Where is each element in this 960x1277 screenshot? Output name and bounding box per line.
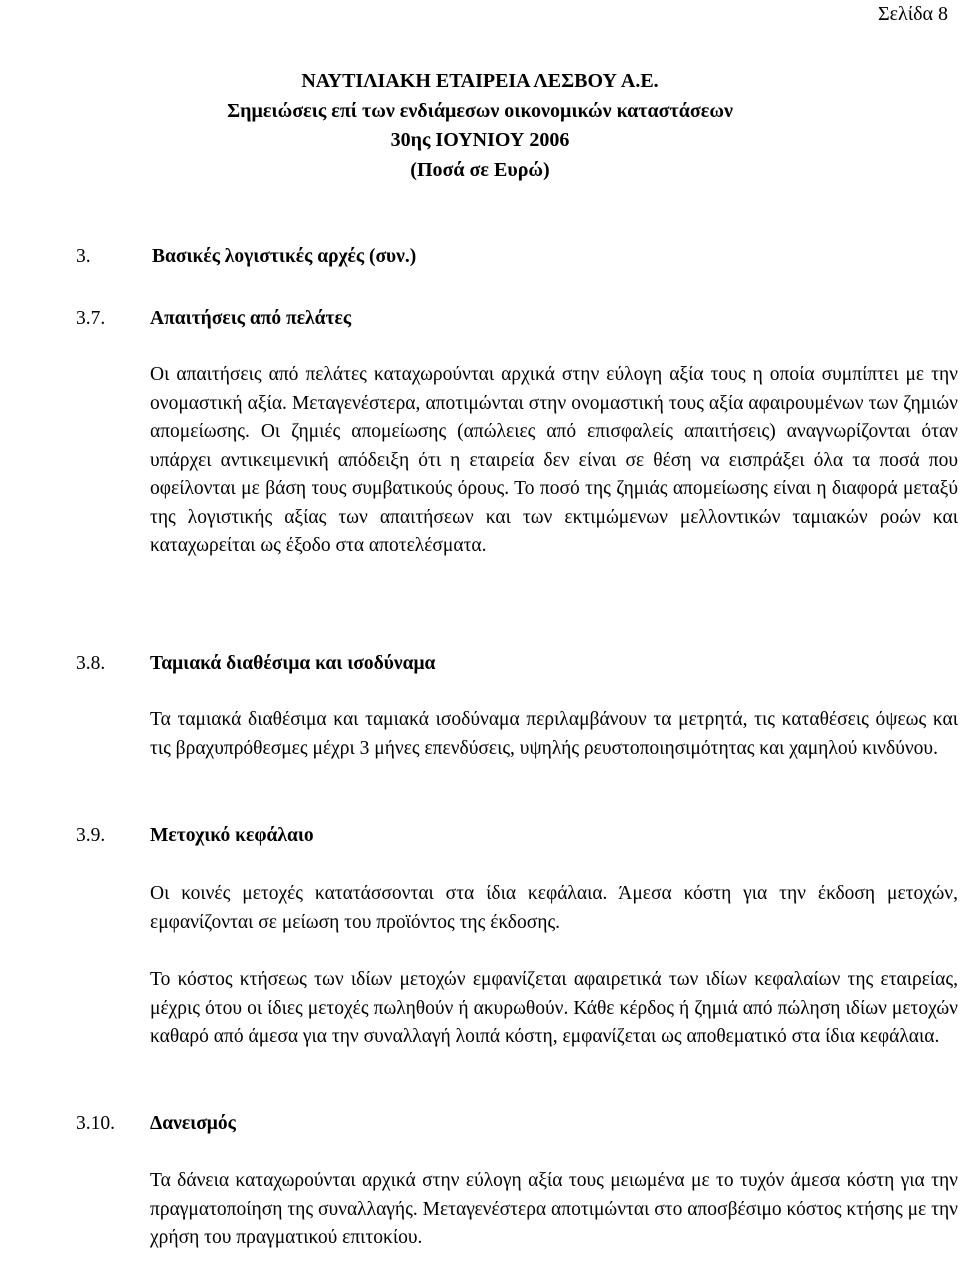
document-header	[0, 67, 960, 185]
section-number: 3.	[76, 246, 91, 267]
paragraph-cash: Τα ταμιακά διαθέσιμα και ταμιακά ισοδύναμα περιλαμβάνουν τα μετρητά, τις καταθέσεις όψεως και τις βραχυπρόθεσμες μέχρι 3 μήνες επενδύσεις, υψηλής ρευστοποιησιμότητας και χαμηλού κινδύνου.	[150, 709, 958, 759]
subsection-number: 3.8.	[76, 653, 106, 674]
document-subtitle: Σημειώσεις επί των ενδιάμεσων οικονομικών καταστάσεων	[227, 99, 733, 122]
subsection-title: Μετοχικό κεφάλαιο	[150, 825, 314, 846]
document-date: 30ης ΙΟΥΝΙΟΥ 2006	[390, 129, 570, 151]
section-title: Βασικές λογιστικές αρχές (συν.)	[152, 246, 417, 267]
paragraph-share-capital-2: Το κόστος κτήσεως των ιδίων μετοχών εμφανίζεται αφαιρετικά των ιδίων κεφαλαίων της εταιρείας, μέχρις ότου οι ίδιες μετοχές πωληθούν ή ακυρωθούν. Κάθε κέρδος ή ζημιά από πώληση ιδίων μετοχών καθαρό από άμεσα για την συναλλαγή λοιπά κόστη, εμφανίζεται ως αποθεματικό στα ίδια κεφάλαια.	[150, 969, 958, 1047]
subsection-number: 3.9.	[76, 825, 106, 846]
page-number: Σελίδα 8	[877, 3, 948, 25]
section-heading	[76, 243, 416, 272]
subsection-number: 3.7.	[76, 308, 106, 329]
paragraph-receivables: Οι απαιτήσεις από πελάτες καταχωρούνται αρχικά στην εύλογη αξία τους η οποία συμπίπτει με την ονομαστική αξία. Μεταγενέστερα, αποτιμώνται στην ονομαστική τους αξία αφαιρουμένων των ζημιών απομείωσης. Οι ζημιές απομείωσης (απώλειες από επισφαλείς απαιτήσεις) αναγνωρίζονται όταν υπάρχει αντικειμενική απόδειξη ότι η εταιρεία δεν είναι σε θέση να εισπράξει όλα τα ποσά που οφείλονται με βάση τους συμβατικούς όρους. Το ποσό της ζημιάς απομείωσης είναι η διαφορά μεταξύ της λογιστικής αξίας των απαιτήσεων και των εκτιμώμενων μελλοντικών ταμιακών ροών και καταχωρείται ως έξοδο στα αποτελέσματα.	[150, 364, 958, 556]
subsection-title: Δανεισμός	[150, 1113, 236, 1134]
company-name: ΝΑΥΤΙΛΙΑΚΗ ΕΤΑΙΡΕΙΑ ΛΕΣΒΟΥ Α.Ε.	[301, 70, 659, 92]
subsection-title: Ταμιακά διαθέσιμα και ισοδύναμα	[150, 653, 436, 674]
paragraph-share-capital-1: Οι κοινές μετοχές κατατάσσονται στα ίδια κεφάλαια. Άμεσα κόστη για την έκδοση μετοχών, εμφανίζονται σε μείωση του προϊόντος της έκδοσης.	[150, 883, 958, 933]
subsection-heading-3-8	[76, 650, 435, 679]
currency-note: (Ποσά σε Ευρώ)	[410, 158, 550, 181]
subsection-heading-3-10	[76, 1110, 236, 1139]
subsection-heading-3-9	[76, 822, 314, 851]
paragraph-borrowings: Τα δάνεια καταχωρούνται αρχικά στην εύλογη αξία τους μειωμένα με το τυχόν άμεσα κόστη για την πραγματοποίηση της συναλλαγής. Μεταγενέστερα αποτιμώνται στο αποσβέσιμο κόστος κτήσης με την χρήση του πραγματικού επιτοκίου.	[150, 1170, 958, 1248]
subsection-number: 3.10.	[76, 1113, 115, 1134]
subsection-heading-3-7	[76, 305, 351, 334]
subsection-title: Απαιτήσεις από πελάτες	[150, 308, 352, 329]
